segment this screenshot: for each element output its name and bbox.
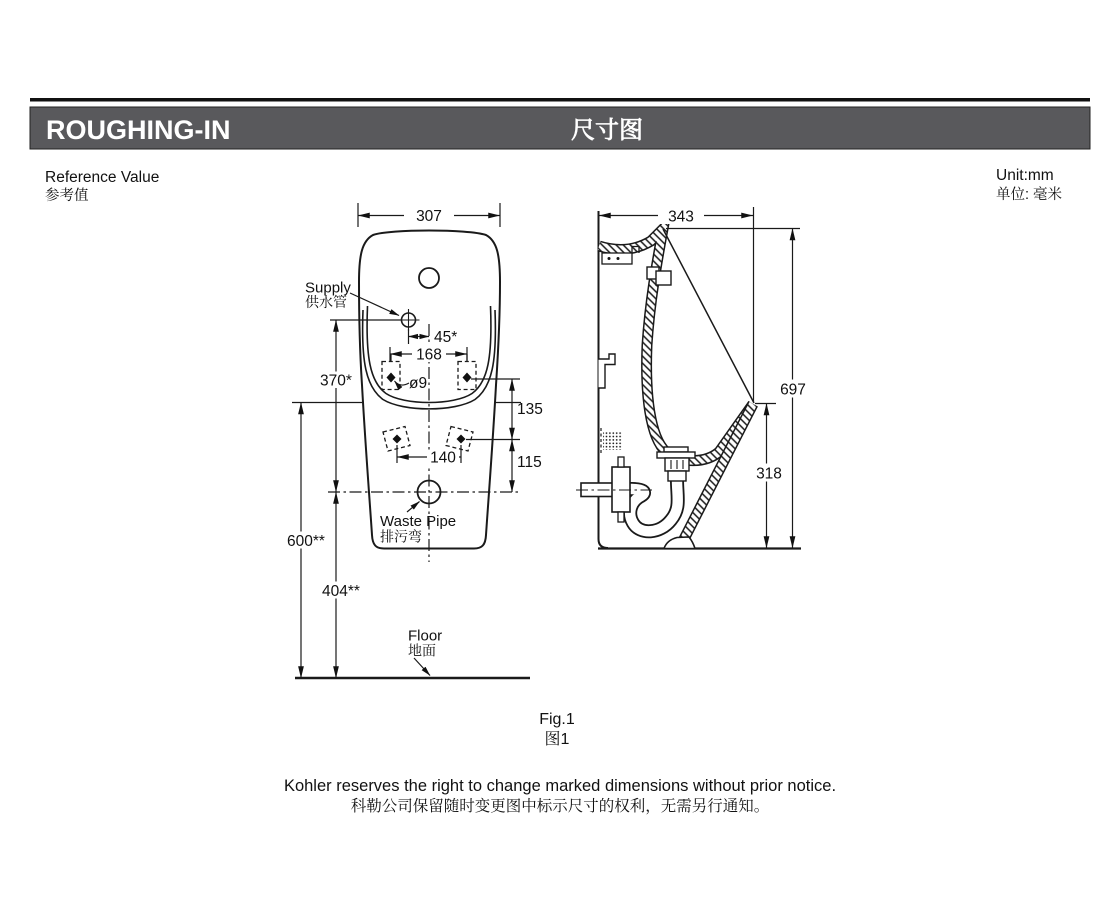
header-top-rule bbox=[30, 98, 1090, 102]
waste-pipe-label-zh: 排污弯 bbox=[380, 528, 422, 545]
dim-supply-to-waste bbox=[315, 320, 401, 492]
dim-overall-height-label: 697 bbox=[780, 381, 806, 399]
unit-label-zh: 单位: 毫米 bbox=[996, 187, 1063, 203]
dim-lower-to-waste-label: 115 bbox=[517, 454, 542, 471]
reference-value-zh: 参考值 bbox=[45, 188, 89, 204]
supply-callout bbox=[305, 280, 399, 316]
figure-caption bbox=[539, 711, 575, 748]
footer-notice-en: Kohler reserves the right to change marked dimensions without prior notice. bbox=[283, 777, 837, 795]
supply-label-zh: 供水管 bbox=[305, 294, 347, 310]
page-title-en: ROUGHING-IN bbox=[46, 115, 231, 145]
waste-pipe-callout bbox=[380, 502, 456, 545]
dim-overall-depth bbox=[599, 207, 754, 402]
supply-label-en: Supply bbox=[305, 279, 351, 297]
page-header bbox=[30, 98, 1090, 149]
sub-header bbox=[45, 167, 1063, 204]
bolt-hole-right bbox=[463, 373, 472, 383]
dim-front-point-to-floor bbox=[746, 404, 790, 549]
floor-callout bbox=[408, 628, 442, 676]
dim-supply-to-waste-label: 370* bbox=[320, 372, 352, 390]
figure-caption-en: Fig.1 bbox=[539, 711, 575, 728]
dim-supply-offset-label: 45* bbox=[434, 329, 458, 346]
bolt-diameter-label: ø9 bbox=[409, 375, 428, 392]
wall-vent-stipple bbox=[601, 428, 622, 453]
mid-wall-bracket bbox=[599, 354, 616, 388]
dim-rim-to-floor-label: 600** bbox=[287, 533, 325, 550]
dim-upper-to-lower-label: 135 bbox=[517, 401, 543, 418]
dim-front-to-floor-label: 318 bbox=[756, 465, 782, 483]
dim-upper-bolt-spacing bbox=[390, 346, 467, 364]
dim-supply-offset bbox=[409, 329, 458, 346]
dim-lower-bolts-to-waste bbox=[512, 440, 542, 493]
reference-value-en: Reference Value bbox=[45, 169, 160, 186]
bolt-hole-lower-left bbox=[393, 435, 402, 444]
dim-overall-width-label: 307 bbox=[416, 208, 442, 225]
dim-lower-bolt-spacing-label: 140 bbox=[430, 449, 456, 467]
pedestal-front-wall bbox=[681, 404, 753, 545]
outer-profile-diagonal bbox=[663, 229, 754, 403]
dim-overall-width bbox=[358, 201, 500, 227]
flange-bolt-bottom bbox=[618, 512, 624, 522]
flange-bolt-top bbox=[618, 457, 624, 467]
dim-overall-depth-label: 343 bbox=[668, 208, 694, 226]
page-footer bbox=[284, 777, 836, 815]
bolt-hole-lower-right bbox=[457, 435, 466, 444]
page-title-zh: 尺寸图 bbox=[571, 117, 643, 144]
unit-label-en: Unit:mm bbox=[996, 167, 1054, 184]
floor-label-en: Floor bbox=[408, 627, 443, 645]
pedestal-foot bbox=[664, 537, 695, 549]
side-view-drawing bbox=[576, 207, 816, 549]
waste-pipe-label-en: Waste Pipe bbox=[380, 513, 457, 530]
dim-waste-to-floor-label: 404** bbox=[322, 583, 360, 600]
figure-caption-zh: 图1 bbox=[544, 731, 570, 748]
bolt-hole-left bbox=[387, 373, 396, 383]
front-view-drawing bbox=[282, 201, 543, 678]
drain-assembly bbox=[657, 447, 695, 481]
footer-notice-zh: 科勒公司保留随时变更图中标示尺寸的权利，无需另行通知。 bbox=[350, 798, 770, 815]
dim-upper-bolt-spacing-label: 168 bbox=[416, 346, 442, 364]
dim-waste-to-floor bbox=[317, 492, 365, 678]
sensor-eye-hole bbox=[419, 268, 439, 288]
floor-label-zh: 地面 bbox=[408, 642, 436, 659]
